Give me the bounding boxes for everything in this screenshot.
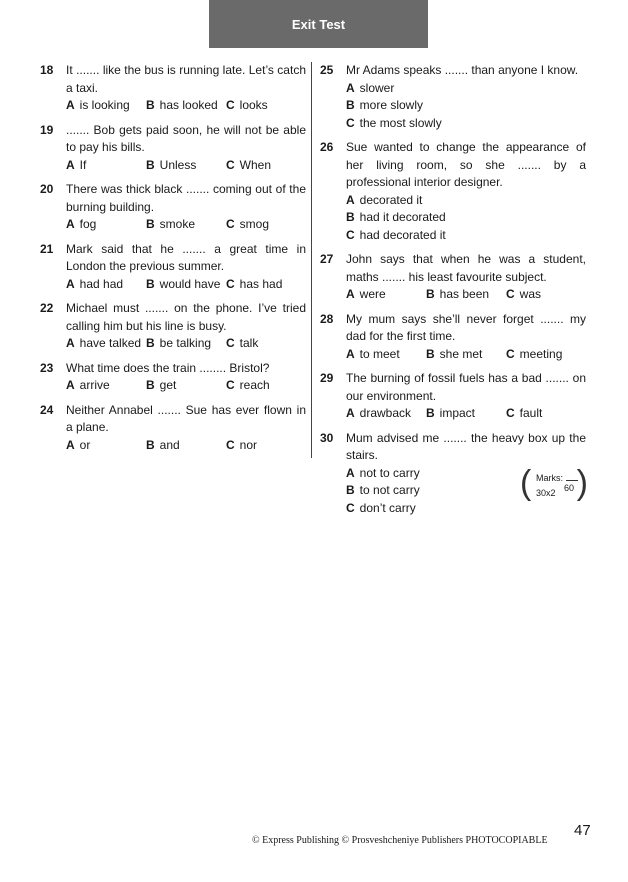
left-bracket-icon: ( xyxy=(520,464,532,502)
option-text: If xyxy=(79,157,87,172)
option-text: decorated it xyxy=(359,192,423,207)
question-27 xyxy=(320,251,586,304)
answer-option-a[interactable] xyxy=(346,405,426,423)
left-question-column xyxy=(40,62,306,461)
option-letter: B xyxy=(426,287,435,301)
answer-option-b[interactable] xyxy=(346,97,486,115)
option-letter: C xyxy=(506,287,515,301)
marks-total: 60 xyxy=(564,483,575,493)
question-number: 21 xyxy=(40,241,54,256)
answer-option-a[interactable] xyxy=(346,465,486,483)
option-text: fault xyxy=(519,406,543,420)
option-text: reach xyxy=(239,378,270,392)
answer-option-c[interactable] xyxy=(226,276,306,294)
question-stem: Mum advised me ....... the heavy box up the stairs. xyxy=(346,430,586,462)
answer-option-b[interactable] xyxy=(346,482,486,500)
question-number: 30 xyxy=(320,430,334,445)
option-text: has been xyxy=(439,287,490,301)
option-text: slower xyxy=(359,80,395,95)
question-stem: Sue wanted to change the appearance of her living room, so she ....... by a professional interior designer. xyxy=(346,140,586,189)
question-number: 20 xyxy=(40,182,54,196)
answer-option-a[interactable] xyxy=(346,286,426,304)
option-letter: A xyxy=(346,192,355,207)
answer-option-b[interactable] xyxy=(146,335,226,353)
question-stem: Mark said that he ....... a great time in London the previous summer. xyxy=(66,241,306,273)
question-number: 26 xyxy=(320,140,334,154)
option-letter: A xyxy=(346,465,355,480)
option-text: had it decorated xyxy=(359,210,446,224)
option-letter: B xyxy=(146,336,155,350)
option-text: smog xyxy=(239,217,270,231)
question-number: 27 xyxy=(320,252,334,266)
question-stem: It ....... like the bus is running late. Let’s catch a taxi. xyxy=(66,63,306,95)
marks-box xyxy=(520,464,588,502)
question-number: 19 xyxy=(40,122,54,137)
answer-options xyxy=(66,335,306,353)
option-text: looks xyxy=(239,98,268,112)
answer-option-c[interactable] xyxy=(226,216,306,234)
option-letter: A xyxy=(66,98,75,112)
question-stem: Neither Annabel ....... Sue has ever flown in a plane. xyxy=(66,402,306,434)
option-text: impact xyxy=(439,406,476,420)
question-number: 28 xyxy=(320,311,334,326)
question-number: 24 xyxy=(40,402,54,417)
option-text: or xyxy=(79,437,91,452)
option-letter: C xyxy=(226,98,235,112)
option-letter: C xyxy=(226,336,235,350)
option-letter: A xyxy=(66,437,75,452)
question-21 xyxy=(40,241,306,294)
option-text: would have xyxy=(159,276,221,291)
option-letter: C xyxy=(346,500,355,515)
option-letter: A xyxy=(346,287,355,301)
question-number: 29 xyxy=(320,371,334,385)
option-letter: C xyxy=(226,378,235,392)
question-20 xyxy=(40,181,306,234)
option-text: meeting xyxy=(519,346,563,361)
answer-option-a[interactable] xyxy=(346,80,486,98)
question-number: 25 xyxy=(320,63,334,77)
answer-option-c[interactable] xyxy=(506,346,586,364)
question-stem: My mum says she’ll never forget ....... my dad for the first time. xyxy=(346,311,586,343)
option-text: is looking xyxy=(79,98,130,112)
option-letter: B xyxy=(146,157,155,172)
question-stem: ....... Bob gets paid soon, he will not be able to pay his bills. xyxy=(66,122,306,154)
question-22 xyxy=(40,300,306,353)
page-title: Exit Test xyxy=(291,16,346,32)
answer-option-a[interactable] xyxy=(66,335,146,353)
option-letter: B xyxy=(146,276,155,291)
question-number: 22 xyxy=(40,301,54,315)
option-letter: B xyxy=(146,378,155,392)
question-stem: What time does the train ........ Bristol? xyxy=(66,360,270,375)
question-18 xyxy=(40,62,306,115)
answer-option-b[interactable] xyxy=(426,405,506,423)
answer-options xyxy=(346,286,586,304)
option-text: have talked xyxy=(79,336,142,350)
question-stem: The burning of fossil fuels has a bad ....... on our environment. xyxy=(346,371,586,403)
right-question-column xyxy=(320,62,586,524)
option-text: don’t carry xyxy=(359,500,416,515)
answer-option-a[interactable] xyxy=(66,157,146,175)
option-letter: C xyxy=(226,217,235,231)
question-stem: There was thick black ....... coming out of the burning building. xyxy=(66,182,306,214)
option-letter: B xyxy=(346,483,355,497)
question-number: 23 xyxy=(40,360,54,375)
answer-options xyxy=(346,80,586,133)
option-letter: A xyxy=(346,406,355,420)
question-28 xyxy=(320,311,586,364)
option-letter: B xyxy=(426,346,435,361)
answer-option-a[interactable] xyxy=(346,192,486,210)
answer-option-c[interactable] xyxy=(226,377,306,395)
exit-test-header xyxy=(209,0,428,48)
question-25 xyxy=(320,62,586,132)
answer-options xyxy=(346,192,586,245)
question-29 xyxy=(320,370,586,423)
option-text: has had xyxy=(239,276,283,291)
option-letter: A xyxy=(66,336,75,350)
question-19 xyxy=(40,122,306,175)
answer-option-a[interactable] xyxy=(66,437,146,455)
answer-option-a[interactable] xyxy=(66,216,146,234)
option-letter: B xyxy=(146,98,155,112)
answer-option-b[interactable] xyxy=(426,346,506,364)
answer-option-a[interactable] xyxy=(66,377,146,395)
option-letter: A xyxy=(346,346,355,361)
answer-options xyxy=(66,157,306,175)
answer-option-c[interactable] xyxy=(226,97,306,115)
option-text: and xyxy=(159,437,180,452)
marks-multiplier: 30x2 xyxy=(536,488,556,498)
option-text: arrive xyxy=(79,378,110,392)
option-text: When xyxy=(239,157,272,172)
question-stem: Michael must ....... on the phone. I’ve tried calling him but his line is busy. xyxy=(66,301,306,333)
option-text: nor xyxy=(239,437,258,452)
answer-options xyxy=(346,346,586,364)
answer-option-b[interactable] xyxy=(146,157,226,175)
right-bracket-icon: ) xyxy=(576,464,588,502)
option-letter: A xyxy=(66,378,75,392)
option-text: not to carry xyxy=(359,465,420,480)
answer-options xyxy=(66,97,306,115)
answer-option-a[interactable] xyxy=(66,97,146,115)
option-text: smoke xyxy=(159,217,196,231)
option-letter: C xyxy=(506,406,515,420)
option-letter: C xyxy=(226,157,235,172)
option-text: was xyxy=(519,287,542,301)
answer-option-b[interactable] xyxy=(146,216,226,234)
question-stem: John says that when he was a student, maths ....... his least favourite subject. xyxy=(346,252,586,284)
answer-option-c[interactable] xyxy=(226,335,306,353)
answer-option-c[interactable] xyxy=(226,157,306,175)
answer-option-b[interactable] xyxy=(146,437,226,455)
answer-option-a[interactable] xyxy=(346,346,426,364)
question-24 xyxy=(40,402,306,455)
answer-options xyxy=(66,216,306,234)
question-stem: Mr Adams speaks ....... than anyone I know. xyxy=(346,63,579,77)
answer-option-b[interactable] xyxy=(146,97,226,115)
option-text: has looked xyxy=(159,98,218,112)
answer-options xyxy=(66,276,306,294)
answer-option-c[interactable] xyxy=(346,115,586,133)
option-letter: B xyxy=(426,406,435,420)
option-text: to not carry xyxy=(359,483,420,497)
answer-option-c[interactable] xyxy=(226,437,306,455)
option-letter: C xyxy=(226,437,235,452)
option-letter: A xyxy=(66,217,75,231)
answer-option-c[interactable] xyxy=(506,286,586,304)
option-letter: C xyxy=(506,346,515,361)
answer-option-c[interactable] xyxy=(506,405,586,423)
answer-option-b[interactable] xyxy=(146,276,226,294)
answer-option-b[interactable] xyxy=(426,286,506,304)
question-number: 18 xyxy=(40,63,54,77)
option-text: more slowly xyxy=(359,98,424,112)
option-text: had decorated it xyxy=(359,227,446,242)
option-text: had had xyxy=(79,276,124,291)
option-text: to meet xyxy=(359,346,400,361)
answer-option-a[interactable] xyxy=(66,276,146,294)
marks-label: Marks: xyxy=(536,473,563,483)
page-number: 47 xyxy=(574,822,591,839)
option-letter: C xyxy=(346,227,355,242)
option-text: drawback xyxy=(359,406,412,420)
option-letter: C xyxy=(226,276,235,291)
option-letter: A xyxy=(66,157,75,172)
option-text: talk xyxy=(239,336,259,350)
question-23 xyxy=(40,360,306,395)
column-divider xyxy=(311,62,312,458)
answer-options xyxy=(66,377,306,395)
answer-option-c[interactable] xyxy=(346,227,586,245)
option-text: get xyxy=(159,378,177,392)
option-letter: C xyxy=(346,115,355,130)
option-letter: A xyxy=(66,276,75,291)
option-letter: A xyxy=(346,80,355,95)
option-text: she met xyxy=(439,346,483,361)
option-letter: B xyxy=(346,210,355,224)
option-text: Unless xyxy=(159,157,197,172)
answer-options xyxy=(66,437,306,455)
answer-option-b[interactable] xyxy=(146,377,226,395)
option-letter: B xyxy=(146,437,155,452)
option-letter: B xyxy=(146,217,155,231)
option-text: fog xyxy=(79,217,97,231)
answer-option-c[interactable] xyxy=(346,500,586,518)
option-text: were xyxy=(359,287,386,301)
option-letter: B xyxy=(346,98,355,112)
question-26 xyxy=(320,139,586,244)
copyright-footer: © Express Publishing © Prosveshcheniye Publishers PHOTOCOPIABLE xyxy=(252,835,548,846)
option-text: be talking xyxy=(159,336,212,350)
answer-options xyxy=(346,405,586,423)
option-text: the most slowly xyxy=(359,115,442,130)
answer-option-b[interactable] xyxy=(346,209,486,227)
